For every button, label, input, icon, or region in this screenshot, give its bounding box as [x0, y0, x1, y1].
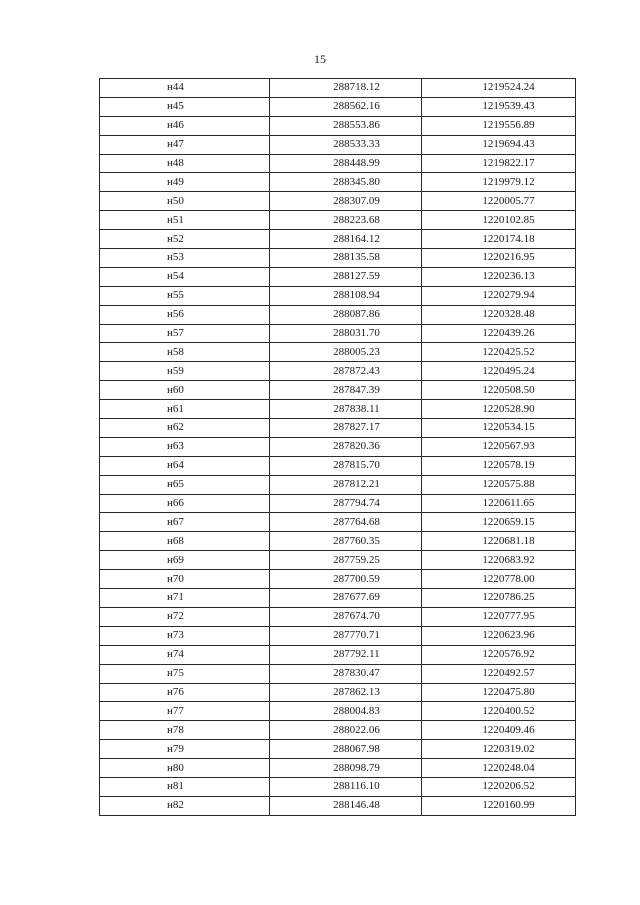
- y-coordinate-cell: 1219556.89: [422, 116, 576, 135]
- y-coordinate-cell: 1220216.95: [422, 249, 576, 268]
- y-coordinate-cell: 1220576.92: [422, 645, 576, 664]
- table-row: [100, 230, 576, 249]
- y-coordinate-cell: 1220777.95: [422, 607, 576, 626]
- y-coordinate-cell: 1220578.19: [422, 456, 576, 475]
- point-id-cell: н80: [100, 759, 270, 778]
- y-coordinate-cell: 1220160.99: [422, 796, 576, 815]
- point-id-cell: н47: [100, 135, 270, 154]
- point-id-cell: н54: [100, 267, 270, 286]
- point-id-cell: н61: [100, 400, 270, 419]
- x-coordinate-cell: 287760.35: [270, 532, 422, 551]
- table-row: [100, 154, 576, 173]
- x-coordinate-cell: 287764.68: [270, 513, 422, 532]
- x-coordinate-cell: 287815.70: [270, 456, 422, 475]
- y-coordinate-cell: 1219524.24: [422, 79, 576, 98]
- x-coordinate-cell: 287700.59: [270, 570, 422, 589]
- y-coordinate-cell: 1219694.43: [422, 135, 576, 154]
- y-coordinate-cell: 1220206.52: [422, 777, 576, 796]
- x-coordinate-cell: 288022.06: [270, 721, 422, 740]
- point-id-cell: н71: [100, 589, 270, 608]
- table-row: [100, 645, 576, 664]
- coordinates-table: [99, 78, 576, 816]
- table-row: [100, 249, 576, 268]
- table-row: [100, 211, 576, 230]
- x-coordinate-cell: 288307.09: [270, 192, 422, 211]
- table-row: [100, 777, 576, 796]
- x-coordinate-cell: 288127.59: [270, 267, 422, 286]
- point-id-cell: н52: [100, 230, 270, 249]
- table-row: [100, 381, 576, 400]
- table-row: [100, 570, 576, 589]
- table-row: [100, 419, 576, 438]
- table-row: [100, 740, 576, 759]
- point-id-cell: н67: [100, 513, 270, 532]
- x-coordinate-cell: 287830.47: [270, 664, 422, 683]
- table-row: [100, 494, 576, 513]
- table-row: [100, 759, 576, 778]
- point-id-cell: н75: [100, 664, 270, 683]
- page-number: 15: [314, 52, 326, 66]
- x-coordinate-cell: 288098.79: [270, 759, 422, 778]
- y-coordinate-cell: 1220328.48: [422, 305, 576, 324]
- x-coordinate-cell: 288004.83: [270, 702, 422, 721]
- y-coordinate-cell: 1220534.15: [422, 419, 576, 438]
- point-id-cell: н68: [100, 532, 270, 551]
- point-id-cell: н53: [100, 249, 270, 268]
- table-row: [100, 456, 576, 475]
- y-coordinate-cell: 1220492.57: [422, 664, 576, 683]
- x-coordinate-cell: 287872.43: [270, 362, 422, 381]
- table-row: [100, 532, 576, 551]
- table-row: [100, 267, 576, 286]
- y-coordinate-cell: 1220400.52: [422, 702, 576, 721]
- y-coordinate-cell: 1220683.92: [422, 551, 576, 570]
- table-row: [100, 286, 576, 305]
- x-coordinate-cell: 288223.68: [270, 211, 422, 230]
- table-row: [100, 116, 576, 135]
- x-coordinate-cell: 288164.12: [270, 230, 422, 249]
- point-id-cell: н48: [100, 154, 270, 173]
- y-coordinate-cell: 1220409.46: [422, 721, 576, 740]
- table-row: [100, 721, 576, 740]
- table-row: [100, 305, 576, 324]
- table-row: [100, 362, 576, 381]
- y-coordinate-cell: 1220005.77: [422, 192, 576, 211]
- point-id-cell: н78: [100, 721, 270, 740]
- y-coordinate-cell: 1220659.15: [422, 513, 576, 532]
- table-row: [100, 437, 576, 456]
- x-coordinate-cell: 288562.16: [270, 97, 422, 116]
- table-row: [100, 135, 576, 154]
- x-coordinate-cell: 287792.11: [270, 645, 422, 664]
- x-coordinate-cell: 288553.86: [270, 116, 422, 135]
- point-id-cell: н73: [100, 626, 270, 645]
- x-coordinate-cell: 288108.94: [270, 286, 422, 305]
- y-coordinate-cell: 1220174.18: [422, 230, 576, 249]
- x-coordinate-cell: 288135.58: [270, 249, 422, 268]
- point-id-cell: н44: [100, 79, 270, 98]
- table-row: [100, 796, 576, 815]
- x-coordinate-cell: 288448.99: [270, 154, 422, 173]
- y-coordinate-cell: 1220102.85: [422, 211, 576, 230]
- point-id-cell: н69: [100, 551, 270, 570]
- coordinates-table-body: [100, 79, 576, 816]
- y-coordinate-cell: 1220528.90: [422, 400, 576, 419]
- point-id-cell: н77: [100, 702, 270, 721]
- y-coordinate-cell: 1220236.13: [422, 267, 576, 286]
- table-row: [100, 664, 576, 683]
- y-coordinate-cell: 1219822.17: [422, 154, 576, 173]
- x-coordinate-cell: 288345.80: [270, 173, 422, 192]
- y-coordinate-cell: 1220681.18: [422, 532, 576, 551]
- x-coordinate-cell: 287847.39: [270, 381, 422, 400]
- point-id-cell: н57: [100, 324, 270, 343]
- point-id-cell: н76: [100, 683, 270, 702]
- table-row: [100, 626, 576, 645]
- y-coordinate-cell: 1220778.00: [422, 570, 576, 589]
- table-row: [100, 475, 576, 494]
- x-coordinate-cell: 287827.17: [270, 419, 422, 438]
- y-coordinate-cell: 1220475.80: [422, 683, 576, 702]
- x-coordinate-cell: 287759.25: [270, 551, 422, 570]
- table-row: [100, 324, 576, 343]
- point-id-cell: н74: [100, 645, 270, 664]
- x-coordinate-cell: 287677.69: [270, 589, 422, 608]
- y-coordinate-cell: 1219979.12: [422, 173, 576, 192]
- x-coordinate-cell: 287770.71: [270, 626, 422, 645]
- x-coordinate-cell: 287838.11: [270, 400, 422, 419]
- table-row: [100, 551, 576, 570]
- point-id-cell: н56: [100, 305, 270, 324]
- point-id-cell: н46: [100, 116, 270, 135]
- point-id-cell: н60: [100, 381, 270, 400]
- point-id-cell: н81: [100, 777, 270, 796]
- x-coordinate-cell: 288116.10: [270, 777, 422, 796]
- y-coordinate-cell: 1220575.88: [422, 475, 576, 494]
- x-coordinate-cell: 287812.21: [270, 475, 422, 494]
- table-row: [100, 513, 576, 532]
- x-coordinate-cell: 288031.70: [270, 324, 422, 343]
- point-id-cell: н63: [100, 437, 270, 456]
- point-id-cell: н51: [100, 211, 270, 230]
- x-coordinate-cell: 288533.33: [270, 135, 422, 154]
- x-coordinate-cell: 287820.36: [270, 437, 422, 456]
- table-row: [100, 607, 576, 626]
- y-coordinate-cell: 1220508.50: [422, 381, 576, 400]
- y-coordinate-cell: 1220611.65: [422, 494, 576, 513]
- x-coordinate-cell: 288067.98: [270, 740, 422, 759]
- y-coordinate-cell: 1220495.24: [422, 362, 576, 381]
- point-id-cell: н50: [100, 192, 270, 211]
- point-id-cell: н65: [100, 475, 270, 494]
- point-id-cell: н72: [100, 607, 270, 626]
- point-id-cell: н55: [100, 286, 270, 305]
- table-row: [100, 192, 576, 211]
- point-id-cell: н45: [100, 97, 270, 116]
- y-coordinate-cell: 1220425.52: [422, 343, 576, 362]
- y-coordinate-cell: 1220439.26: [422, 324, 576, 343]
- y-coordinate-cell: 1220567.93: [422, 437, 576, 456]
- y-coordinate-cell: 1219539.43: [422, 97, 576, 116]
- y-coordinate-cell: 1220319.02: [422, 740, 576, 759]
- x-coordinate-cell: 288087.86: [270, 305, 422, 324]
- x-coordinate-cell: 288718.12: [270, 79, 422, 98]
- table-row: [100, 79, 576, 98]
- point-id-cell: н82: [100, 796, 270, 815]
- y-coordinate-cell: 1220279.94: [422, 286, 576, 305]
- y-coordinate-cell: 1220248.04: [422, 759, 576, 778]
- table-row: [100, 173, 576, 192]
- x-coordinate-cell: 288146.48: [270, 796, 422, 815]
- table-row: [100, 97, 576, 116]
- point-id-cell: н58: [100, 343, 270, 362]
- y-coordinate-cell: 1220623.96: [422, 626, 576, 645]
- point-id-cell: н66: [100, 494, 270, 513]
- point-id-cell: н49: [100, 173, 270, 192]
- point-id-cell: н79: [100, 740, 270, 759]
- table-row: [100, 702, 576, 721]
- table-row: [100, 343, 576, 362]
- point-id-cell: н59: [100, 362, 270, 381]
- point-id-cell: н70: [100, 570, 270, 589]
- x-coordinate-cell: 287862.13: [270, 683, 422, 702]
- table-row: [100, 683, 576, 702]
- x-coordinate-cell: 288005.23: [270, 343, 422, 362]
- point-id-cell: н64: [100, 456, 270, 475]
- x-coordinate-cell: 287674.70: [270, 607, 422, 626]
- table-row: [100, 589, 576, 608]
- x-coordinate-cell: 287794.74: [270, 494, 422, 513]
- table-row: [100, 400, 576, 419]
- y-coordinate-cell: 1220786.25: [422, 589, 576, 608]
- point-id-cell: н62: [100, 419, 270, 438]
